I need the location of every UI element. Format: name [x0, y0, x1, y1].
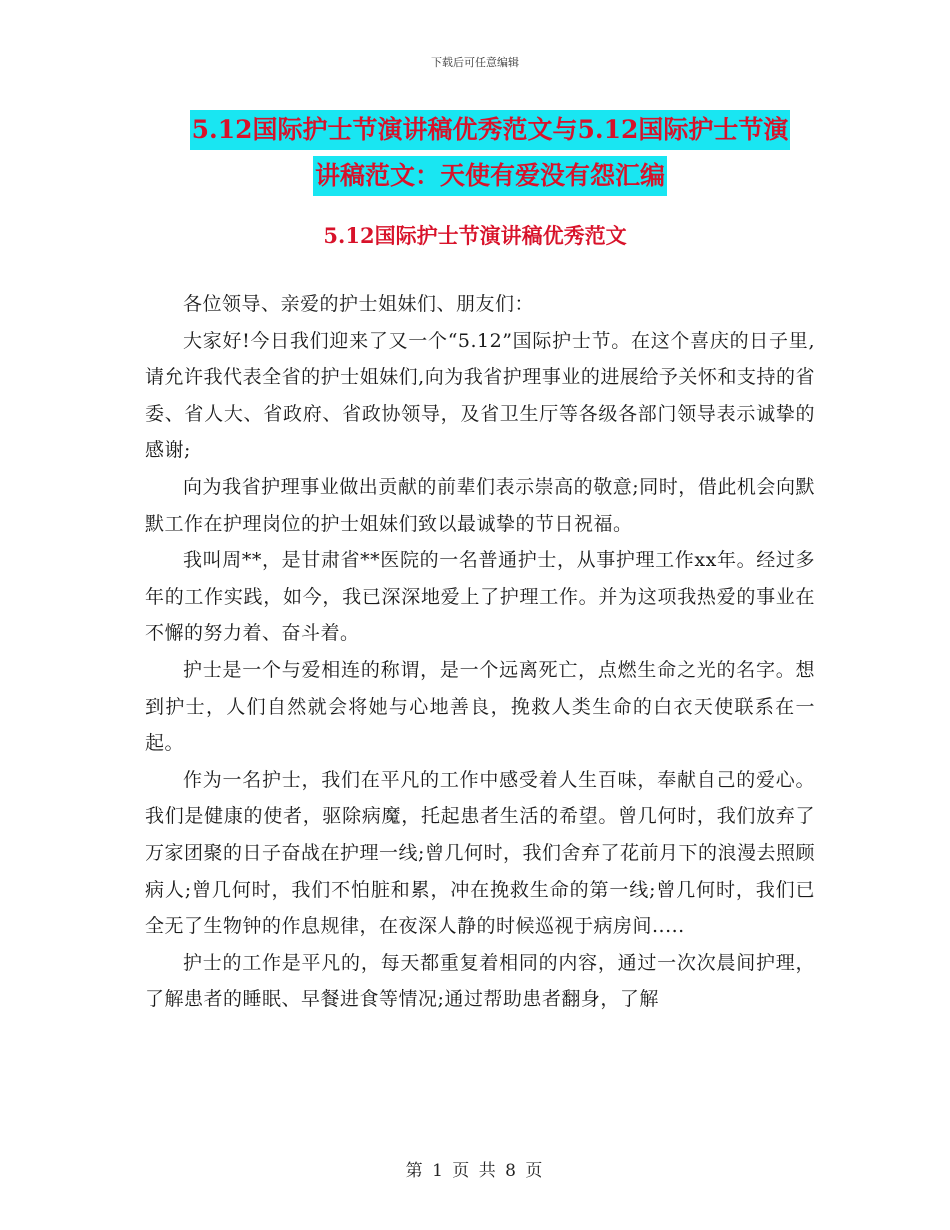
page-footer: 第 1 页 共 8 页 — [405, 1161, 545, 1181]
paragraph: 大家好!今日我们迎来了又一个“5.12”国际护士节。在这个喜庆的日子里,请允许我代表全省的护士姐妹们,向为我省护理事业的进展给予关怀和支持的省委、省人大、省政府、省政协领导，及省卫生厅等各级各部门领导表示诚挚的感谢; — [145, 329, 815, 462]
section-heading: 5.12国际护士节演讲稿优秀范文 — [323, 223, 627, 248]
paragraph: 护士是一个与爱相连的称谓，是一个远离死亡，点燃生命之光的名字。想到护士，人们自然就会将她与心地善良，挽救人类生命的白衣天使联系在一起。 — [145, 658, 815, 755]
title-line-2: 讲稿范文：天使有爱没有怨汇编 — [313, 156, 667, 196]
body-text — [145, 286, 815, 1018]
paragraph: 向为我省护理事业做出贡献的前辈们表示崇高的敬意;同时，借此机会向默默工作在护理岗位的护士姐妹们致以最诚挚的节日祝福。 — [145, 475, 815, 535]
paragraph: 我叫周**，是甘肃省**医院的一名普通护士，从事护理工作xx年。经过多年的工作实践，如今，我已深深地爱上了护理工作。并为这项我热爱的事业在不懈的努力着、奋斗着。 — [145, 549, 815, 645]
paragraph: 护士的工作是平凡的，每天都重复着相同的内容，通过一次次晨间护理，了解患者的睡眠、早餐进食等情况;通过帮助患者翻身，了解 — [145, 951, 815, 1011]
paragraph: 各位领导、亲爱的护士姐妹们、朋友们： — [183, 293, 535, 315]
header-note: 下载后可任意编辑 — [431, 56, 519, 69]
paragraph: 作为一名护士，我们在平凡的工作中感受着人生百味，奉献自己的爱心。我们是健康的使者，驱除病魔，托起患者生活的希望。曾几何时，我们放弃了万家团聚的日子奋战在护理一线;曾几何时，我们舍弃了花前月下的浪漫去照顾病人;曾几何时，我们不怕脏和累，冲在挽救生命的第一线;曾几何时，我们已全无了生物钟的作息规律，在夜深人静的时候巡视于病房间..... — [145, 768, 815, 938]
document-title — [140, 110, 840, 196]
title-line-1: 5.12国际护士节演讲稿优秀范文与5.12国际护士节演 — [190, 110, 791, 150]
